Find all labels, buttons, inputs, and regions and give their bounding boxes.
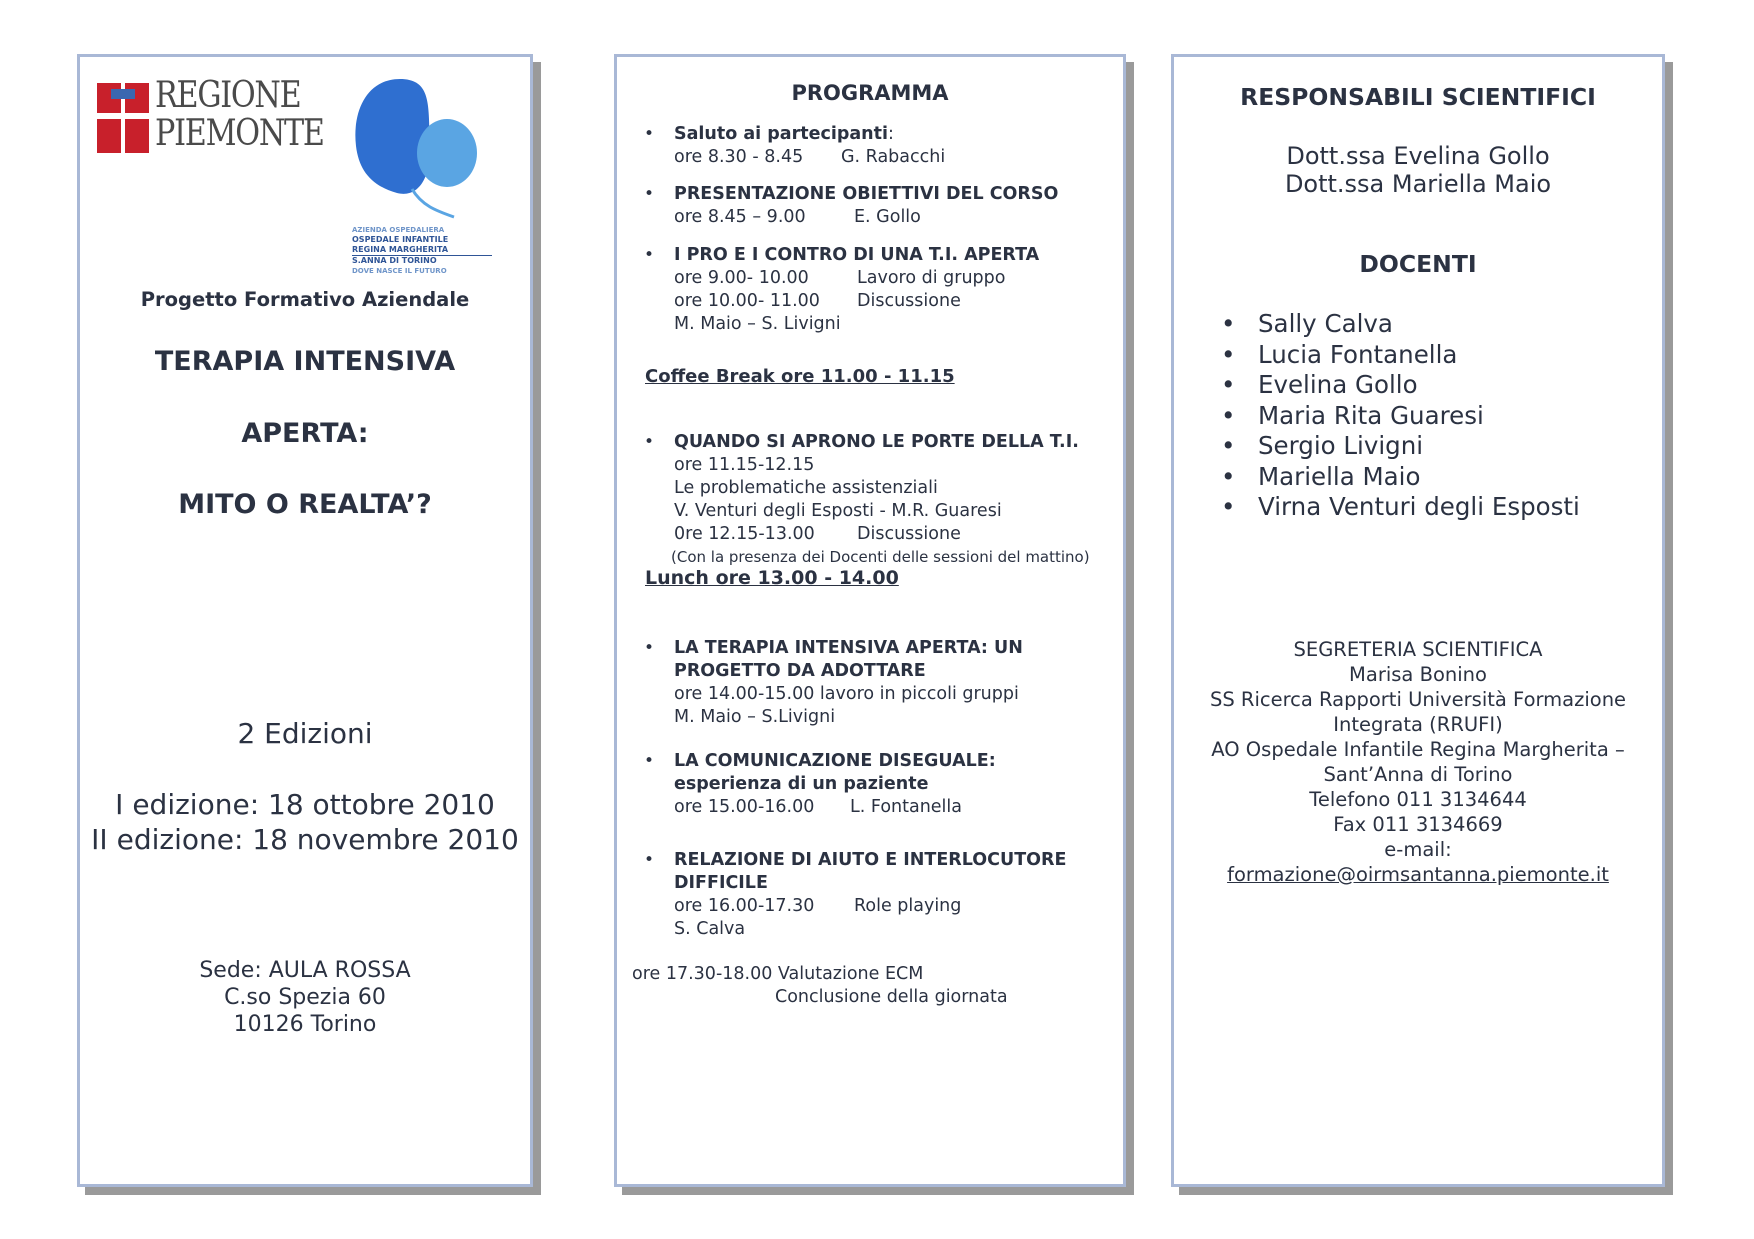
segreteria-email-label: e-mail: [1384, 838, 1452, 861]
edition-1: I edizione: 18 ottobre 2010 [115, 788, 495, 821]
regione-piemonte-text: REGIONE PIEMONTE [155, 75, 324, 154]
bullet-icon: • [644, 245, 655, 265]
lunch-break: Lunch ore 13.00 - 14.00 [645, 567, 899, 589]
program-panel [614, 54, 1126, 1187]
docente-item [1221, 492, 1580, 523]
bullet-icon: • [644, 124, 655, 144]
title-line-3: MITO O REALTA’? [178, 489, 432, 520]
bullet-icon: • [1221, 492, 1236, 521]
item-title: LA COMUNICAZIONE DISEGUALE: [674, 751, 996, 771]
bullet-icon: • [1221, 461, 1236, 491]
regione-piemonte-logo [95, 75, 324, 159]
editions-count: 2 Edizioni [237, 717, 373, 750]
item-speaker: M. Maio – S. Livigni [674, 314, 841, 334]
item-time: ore 8.45 – 9.00 [674, 207, 806, 227]
item-colon: : [887, 124, 894, 144]
item-speaker: S. Calva [674, 919, 746, 939]
item-speaker: E. Gollo [854, 207, 921, 227]
item-time: ore 9.00- 10.00 [674, 268, 809, 288]
program-heading: PROGRAMMA [791, 81, 949, 105]
venue-line-1: Sede: AULA ROSSA [199, 958, 411, 983]
docente-name: Mariella Maio [1258, 461, 1421, 491]
item-title: DIFFICILE [674, 873, 768, 893]
docente-item [1221, 309, 1580, 340]
bullet-icon: • [1221, 339, 1236, 369]
responsabili-heading: RESPONSABILI SCIENTIFICI [1240, 83, 1596, 111]
docente-item [1221, 401, 1580, 432]
docente-item [1221, 370, 1580, 401]
item-title: RELAZIONE DI AIUTO E INTERLOCUTORE [674, 850, 1067, 870]
item-note: (Con la presenza dei Docenti delle sessioni del mattino) [671, 548, 1090, 566]
title-line-1: TERAPIA INTENSIVA [154, 346, 456, 377]
segreteria-fax: Fax 011 3134669 [1333, 813, 1503, 836]
program-item-5 [644, 637, 1113, 729]
docenti-heading: DOCENTI [1359, 250, 1477, 278]
docente-name: Sally Calva [1258, 309, 1393, 338]
item-time: ore 15.00-16.00 [674, 797, 815, 817]
project-label: Progetto Formativo Aziendale [140, 288, 470, 311]
segreteria-email-link[interactable]: formazione@oirmsantanna.piemonte.it [1227, 863, 1609, 886]
responsabile-1: Dott.ssa Evelina Gollo [1286, 142, 1550, 170]
item-title: QUANDO SI APRONO LE PORTE DELLA T.I. [674, 432, 1079, 452]
item-activity: Discussione [857, 291, 961, 311]
item-title: LA TERAPIA INTENSIVA APERTA: UN [674, 638, 1023, 658]
bullet-icon: • [644, 184, 655, 204]
closing-line-2: Conclusione della giornata [775, 987, 1008, 1007]
docente-name: Sergio Livigni [1258, 431, 1424, 460]
piemonte-flag-icon [97, 83, 149, 153]
docente-item [1221, 340, 1580, 371]
program-item-6 [644, 750, 1113, 819]
docente-item [1221, 431, 1580, 462]
bullet-icon: • [1221, 309, 1236, 338]
program-item-2 [644, 183, 1113, 229]
bullet-icon: • [1221, 431, 1236, 460]
item-title: esperienza di un paziente [674, 774, 929, 794]
item-time: ore 11.15-12.15 [674, 455, 815, 475]
closing-line-1: ore 17.30-18.00 Valutazione ECM [632, 964, 924, 984]
segreteria-org: AO Ospedale Infantile Regina Margherita – [1211, 738, 1625, 761]
item-activity: Le problematiche assistenziali [674, 478, 938, 498]
item-time: 0re 12.15-13.00 [674, 524, 815, 544]
item-activity: Lavoro di gruppo [857, 268, 1006, 288]
segreteria-block [1174, 637, 1662, 887]
docente-item [1221, 462, 1580, 493]
title-line-2: APERTA: [241, 418, 369, 449]
item-speaker: V. Venturi degli Esposti - M.R. Guaresi [674, 501, 1002, 521]
bullet-icon: • [644, 751, 655, 771]
item-title: PRESENTAZIONE OBIETTIVI DEL CORSO [674, 184, 1059, 204]
hospital-logo-text: AZIENDA OSPEDALIERA OSPEDALE INFANTILE REGINA MARGHERITA S.ANNA DI TORINO DOVE NASCE IL FUTURO [352, 225, 492, 276]
item-speaker: L. Fontanella [850, 797, 963, 817]
venue-line-2: C.so Spezia 60 [224, 985, 386, 1010]
docente-name: Evelina Gollo [1258, 370, 1418, 399]
segreteria-phone: Telefono 011 3134644 [1309, 788, 1527, 811]
item-activity: Role playing [854, 896, 962, 916]
venue-line-3: 10126 Torino [233, 1012, 377, 1037]
bullet-icon: • [644, 432, 655, 452]
bullet-icon: • [644, 638, 655, 658]
cover-panel [77, 54, 533, 1187]
program-item-1 [644, 123, 1113, 169]
item-title: PROGETTO DA ADOTTARE [674, 661, 926, 681]
coffee-break: Coffee Break ore 11.00 - 11.15 [645, 366, 955, 387]
bullet-icon: • [1221, 370, 1236, 399]
item-title: Saluto ai partecipanti [674, 124, 888, 144]
responsabile-2: Dott.ssa Mariella Maio [1284, 170, 1552, 198]
item-activity: Discussione [857, 524, 961, 544]
segreteria-title: SEGRETERIA SCIENTIFICA [1293, 638, 1543, 661]
segreteria-name: Marisa Bonino [1349, 663, 1487, 686]
program-item-3 [644, 244, 1113, 336]
segreteria-dept: Integrata (RRUFI) [1333, 713, 1503, 736]
item-time: ore 10.00- 11.00 [674, 291, 820, 311]
program-item-7 [644, 849, 1113, 941]
docente-name: Maria Rita Guaresi [1258, 400, 1484, 430]
item-time: ore 14.00-15.00 lavoro in piccoli gruppi [674, 684, 1019, 704]
item-speaker: M. Maio – S.Livigni [674, 707, 836, 727]
bullet-icon: • [1221, 400, 1236, 430]
program-item-4 [644, 431, 1113, 569]
faculty-panel [1171, 54, 1665, 1187]
segreteria-dept: SS Ricerca Rapporti Università Formazione [1209, 688, 1627, 711]
docente-name: Lucia Fontanella [1258, 339, 1458, 369]
hospital-logo [342, 71, 492, 316]
edition-2: II edizione: 18 novembre 2010 [91, 823, 519, 856]
item-time: ore 8.30 - 8.45 [674, 147, 804, 167]
segreteria-org: Sant’Anna di Torino [1323, 763, 1513, 786]
docenti-list [1221, 309, 1580, 523]
bullet-icon: • [644, 850, 655, 870]
item-time: ore 16.00-17.30 [674, 896, 815, 916]
docente-name: Virna Venturi degli Esposti [1258, 492, 1580, 521]
item-speaker: G. Rabacchi [841, 147, 946, 167]
balloon-icon [342, 71, 492, 221]
item-title: I PRO E I CONTRO DI UNA T.I. APERTA [674, 245, 1040, 265]
